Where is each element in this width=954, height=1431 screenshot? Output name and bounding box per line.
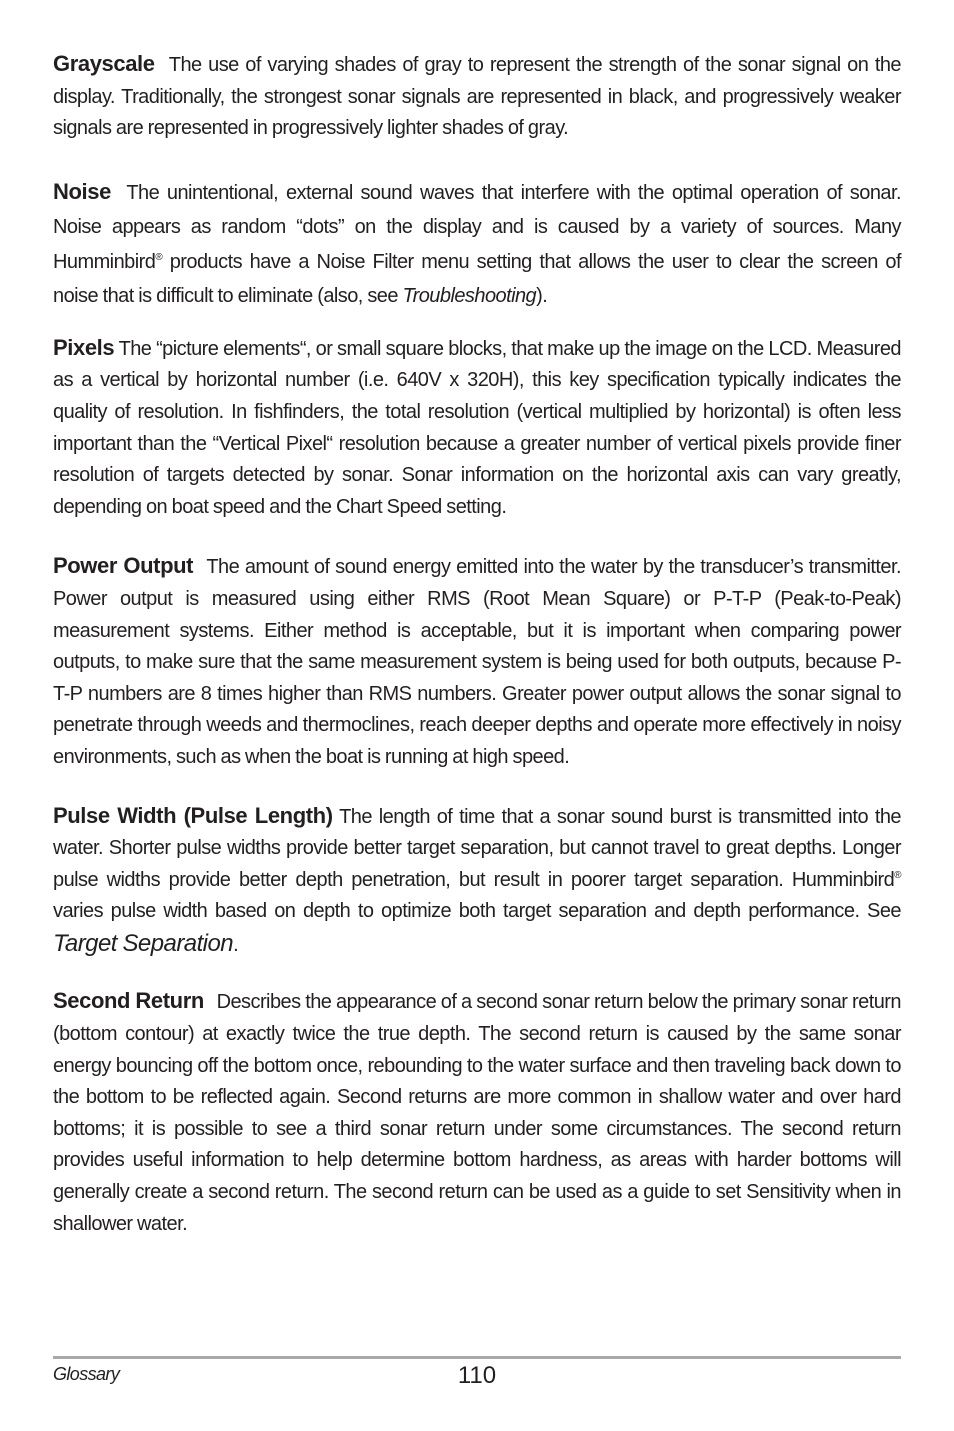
term-grayscale: Grayscale [53, 51, 155, 76]
term-pulse-width: Pulse Width (Pulse Length) [53, 802, 333, 828]
glossary-entry-power-output [53, 550, 901, 773]
page-number: 110 [457, 1362, 497, 1389]
definition-pixels: The “picture elements“, or small square blocks, that make up the image on the LCD. Measured as a vertical by horizontal number (i.e. 640V x 320H), this key specification typically indicates the quality of resolution. In fishfinders, the total resolution (vertical multiplied by horizontal) is often less important than the “Vertical Pixel“ resolution because a greater number of vertical pixels provide finer resolution of targets detected by sonar. Sonar information on the horizontal axis can vary greatly, depending on boat speed and the Chart Speed setting. [53, 337, 901, 518]
link-troubleshooting[interactable]: Troubleshooting [402, 285, 537, 308]
registered-mark: ® [155, 251, 163, 263]
footer-divider [53, 1356, 901, 1359]
definition-second-return: Describes the appearance of a second sonar return below the primary sonar return (bottom contour) at exactly twice the true depth. The second return is caused by the same sonar energy bouncing off the bottom once, rebounding to the water surface and then traveling back down to the bottom to be reflected again. Second returns are more common in shallow water and over hard bottoms; it is possible to see a third sonar return under some circumstances. The second return provides useful information to help determine bottom hardness, as areas with harder bottoms will generally create a second return. The second return can be used as a guide to set Sensitivity when in shallower water. [53, 991, 901, 1235]
glossary-entry-pulse-width [53, 800, 901, 962]
registered-mark: ® [894, 869, 901, 881]
definition-pulse-width-part-3: . [233, 933, 239, 956]
footer-section-label: Glossary [53, 1364, 120, 1384]
glossary-page [53, 48, 901, 1240]
glossary-entry-pixels [53, 332, 901, 524]
definition-pulse-width-part-2: varies pulse width based on depth to optimize both target separation and depth performance. See [53, 900, 901, 923]
definition-noise-part-1: The unintentional, external sound waves that interfere with the optimal operation of sonar. Noise appears as random “dots” on the display and is caused by a variety of sources. Many Humminbird [53, 181, 901, 273]
term-power-output: Power Output [53, 553, 194, 579]
link-target-separation[interactable]: Target Separation [53, 929, 234, 957]
definition-noise-part-3: ). [536, 285, 548, 308]
definition-noise-part-2: products have a Noise Filter menu setting that allows the user to clear the screen of noise that is difficult to eliminate (also, see [53, 250, 901, 308]
term-second-return: Second Return [53, 988, 204, 1014]
definition-grayscale: The use of varying shades of gray to represent the strength of the sonar signal on the display. Traditionally, the strongest sonar signals are represented in black, and progressively weaker signals are represented in progressively lighter shades of gray. [53, 54, 901, 140]
definition-power-output: The amount of sound energy emitted into the water by the transducer’s transmitter. Power output is measured using either RMS (Root Mean Square) or P-T-P (Peak-to-Peak) measurement systems. Either method is acceptable, but it is important when comparing power outputs, to make sure that the same measurement system is being used for both outputs, because P-T-P numbers are 8 times higher than RMS numbers. Greater power output allows the sonar signal to penetrate through weeds and thermoclines, reach deeper depths and operate more effectively in noisy environments, such as when the boat is running at high speed. [53, 556, 902, 768]
definition-pulse-width-part-1: The length of time that a sonar sound burst is transmitted into the water. Shorter pulse widths provide better target separation, but cannot travel to great depths. Longer pulse widths provide better depth penetration, but result in poorer target separation. Humminbird [53, 805, 901, 891]
glossary-entry-second-return [53, 985, 901, 1240]
glossary-entry-noise [53, 175, 901, 314]
term-noise: Noise [53, 178, 111, 204]
glossary-entry-grayscale [53, 48, 901, 145]
term-pixels: Pixels [53, 334, 115, 360]
